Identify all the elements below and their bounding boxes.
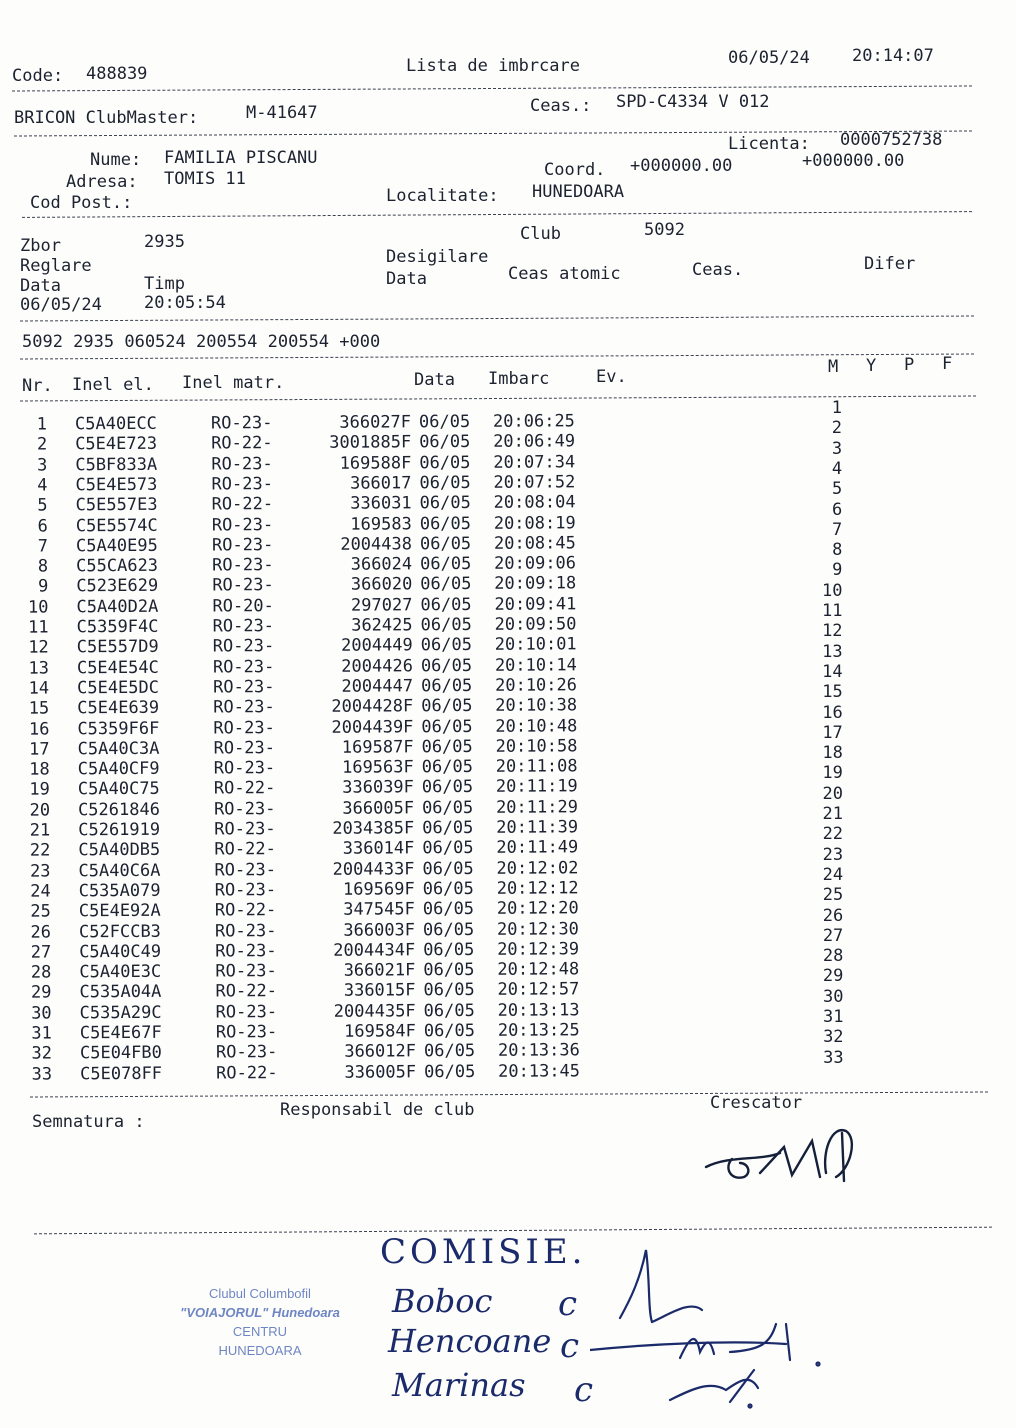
row-time: 20:12:20	[496, 898, 579, 919]
m-value: 30	[822, 986, 844, 1007]
row-inel-matr: RO-23-	[213, 737, 276, 759]
row-date: 06/05	[419, 493, 471, 514]
row-time: 20:07:34	[493, 451, 576, 473]
row-inel-el: C5E04FB0	[79, 1043, 162, 1064]
clubmaster-value: M-41647	[246, 103, 318, 123]
row-ring-number: 336005F	[344, 1061, 417, 1083]
codpost-label: Cod Post.:	[30, 193, 133, 213]
reglare-data-label: Data	[20, 276, 61, 296]
ceas-atomic-label: Ceas atomic	[508, 264, 621, 284]
col-inel-el: Inel el.	[72, 375, 154, 395]
m-value: 22	[822, 824, 844, 845]
row-ring-number: 347545F	[343, 899, 415, 920]
row-ring-number: 366024	[350, 554, 413, 575]
m-value: 4	[831, 458, 843, 479]
responsabil-label: Responsabil de club	[280, 1100, 475, 1120]
row-inel-matr: RO-22-	[215, 981, 277, 1002]
row-nr: 10	[27, 597, 49, 618]
m-value: 7	[832, 519, 843, 540]
handwritten-comisie: COMISIE.	[380, 1232, 587, 1272]
row-time: 20:09:41	[494, 593, 577, 615]
row-date: 06/05	[419, 432, 471, 453]
row-inel-matr: RO-23-	[214, 920, 277, 941]
row-time: 20:13:25	[497, 1020, 580, 1041]
m-value: 29	[822, 966, 844, 987]
row-time: 20:10:58	[495, 736, 578, 757]
handwritten-initial-3: c	[574, 1370, 594, 1410]
row-inel-el: C5E4E5DC	[77, 677, 160, 699]
code-label: Code:	[12, 66, 64, 86]
ceas-col-label: Ceas.	[692, 260, 744, 280]
row-inel-matr: RO-23-	[212, 555, 274, 576]
row-ring-number: 366020	[350, 574, 413, 596]
row-ring-number: 366021F	[343, 960, 416, 981]
desigilare-data-label: Data	[386, 269, 427, 289]
row-ring-number: 169569F	[342, 879, 415, 900]
row-date: 06/05	[422, 878, 474, 900]
row-nr: 2	[36, 434, 48, 455]
row-inel-matr: RO-23-	[214, 879, 277, 901]
row-inel-el: C5E078FF	[80, 1063, 163, 1084]
row-date: 06/05	[422, 899, 475, 920]
row-ring-number: 169583	[350, 513, 412, 535]
row-inel-matr: RO-23-	[210, 413, 273, 434]
row-date: 06/05	[424, 1061, 476, 1082]
stamp-line-2: "VOIAJORUL" Hunedoara	[180, 1305, 340, 1320]
row-inel-matr: RO-23-	[213, 697, 275, 718]
m-value: 5	[831, 479, 843, 500]
club-stamp	[160, 1284, 360, 1360]
row-ring-number: 2004439F	[331, 716, 414, 738]
row-date: 06/05	[420, 594, 472, 615]
m-value: 33	[823, 1047, 844, 1068]
m-value: 20	[822, 783, 843, 804]
row-date: 06/05	[422, 858, 474, 879]
nume-value: FAMILIA PISCANU	[164, 148, 318, 168]
separator	[14, 130, 972, 136]
row-inel-el: C5E5574C	[75, 515, 158, 536]
localitate-value: HUNEDOARA	[532, 182, 625, 202]
row-date: 06/05	[419, 452, 471, 473]
row-inel-el: C5261846	[77, 799, 160, 820]
row-time: 20:08:04	[493, 492, 576, 513]
row-inel-matr: RO-23-	[212, 636, 275, 657]
row-time: 20:12:57	[497, 979, 580, 1001]
row-date: 06/05	[421, 696, 473, 717]
row-inel-el: C5E4E67F	[79, 1022, 162, 1044]
m-value: 25	[822, 885, 844, 906]
clubmaster-label: BRICON ClubMaster:	[14, 108, 199, 128]
row-ring-number: 2004434F	[333, 940, 416, 961]
col-f: F	[942, 354, 953, 374]
row-ring-number: 2034385F	[332, 818, 415, 839]
row-time: 20:10:01	[494, 634, 577, 656]
m-value: 9	[832, 560, 843, 581]
row-nr: 13	[28, 658, 49, 679]
row-nr: 21	[29, 820, 51, 841]
row-time: 20:12:12	[496, 878, 579, 899]
col-inel-matr: Inel matr.	[182, 373, 285, 393]
row-time: 20:12:02	[496, 857, 579, 879]
row-inel-el: C5E4E573	[75, 474, 158, 496]
m-value: 12	[822, 621, 843, 642]
row-nr: 28	[30, 962, 52, 983]
club-label: Club	[520, 224, 561, 244]
row-ring-number: 362425	[351, 615, 413, 636]
row-date: 06/05	[423, 939, 475, 961]
row-date: 06/05	[423, 1000, 475, 1021]
row-inel-el: C5E557E3	[75, 494, 158, 516]
handwritten-name-1: Boboc	[392, 1282, 493, 1320]
row-nr: 6	[37, 515, 48, 537]
row-date: 06/05	[421, 675, 473, 697]
row-inel-el: C5A40ECC	[74, 413, 157, 435]
row-time: 20:13:36	[497, 1040, 580, 1062]
row-date: 06/05	[421, 716, 473, 737]
semnatura-label: Semnatura :	[32, 1112, 145, 1132]
row-nr: 22	[29, 840, 51, 861]
m-value: 27	[822, 925, 844, 946]
row-ring-number: 2004433F	[332, 858, 415, 880]
row-date: 06/05	[420, 553, 472, 575]
row-inel-matr: RO-22-	[211, 433, 273, 454]
row-inel-matr: RO-23-	[211, 453, 273, 475]
row-time: 20:11:19	[495, 776, 578, 798]
row-nr: 29	[30, 982, 52, 1003]
row-inel-matr: RO-22-	[216, 1062, 278, 1084]
row-date: 06/05	[419, 472, 471, 494]
separator	[20, 316, 974, 322]
row-time: 20:11:49	[496, 837, 579, 859]
commission-signatures	[590, 1240, 840, 1420]
row-date: 06/05	[421, 756, 473, 778]
row-inel-el: C523E629	[76, 576, 159, 597]
row-inel-matr: RO-22-	[213, 778, 276, 799]
zbor-label: Zbor	[20, 236, 61, 256]
row-inel-matr: RO-20-	[212, 595, 274, 617]
reglare-time: 20:05:54	[144, 293, 226, 313]
coord-value-2: +000000.00	[802, 151, 905, 171]
timp-label: Timp	[144, 274, 185, 294]
row-inel-matr: RO-23-	[215, 1001, 278, 1023]
row-nr: 3	[37, 455, 48, 476]
row-nr: 12	[28, 637, 49, 658]
row-date: 06/05	[421, 736, 473, 758]
row-inel-matr: RO-23-	[213, 798, 276, 820]
row-ring-number: 2004428F	[331, 696, 414, 717]
row-ring-number: 297027	[350, 594, 413, 616]
stamp-line-3: CENTRU	[232, 1324, 288, 1339]
m-value: 19	[822, 763, 843, 784]
row-inel-el: C5A40C3A	[77, 738, 160, 760]
row-time: 20:09:06	[494, 553, 577, 574]
row-time: 20:11:29	[495, 796, 578, 818]
row-inel-el: C5A40CF9	[77, 758, 160, 780]
row-inel-matr: RO-23-	[215, 1022, 278, 1043]
row-time: 20:11:08	[495, 756, 578, 777]
row-date: 06/05	[418, 411, 471, 433]
row-inel-matr: RO-23-	[211, 473, 273, 495]
row-nr: 33	[31, 1064, 53, 1085]
row-nr: 24	[30, 881, 51, 902]
difer-label: Difer	[864, 254, 916, 274]
m-value: 18	[822, 743, 843, 764]
row-inel-el: C5A40C49	[79, 941, 162, 963]
row-ring-number: 2004447	[341, 676, 414, 697]
document-title: Lista de imbrcare	[406, 56, 580, 76]
row-time: 20:08:19	[493, 512, 576, 534]
m-value: 17	[822, 722, 843, 743]
row-inel-el: C5E4E639	[77, 697, 160, 719]
m-value: 13	[822, 641, 843, 662]
separator	[12, 85, 972, 91]
handwritten-name-3: Marinas	[392, 1366, 526, 1404]
row-date: 06/05	[419, 513, 472, 534]
row-date: 06/05	[419, 533, 472, 555]
m-value: 10	[821, 580, 843, 601]
row-ring-number: 336015F	[343, 980, 416, 1002]
row-inel-matr: RO-22-	[214, 900, 277, 921]
row-ring-number: 2004426	[341, 655, 413, 677]
col-ev: Ev.	[596, 367, 627, 387]
row-time: 20:12:48	[497, 959, 580, 980]
row-date: 06/05	[420, 635, 473, 656]
row-date: 06/05	[420, 614, 472, 636]
row-ring-number: 2004449	[341, 635, 413, 656]
row-ring-number: 336014F	[342, 838, 415, 859]
row-ring-number: 366017	[349, 473, 412, 494]
row-inel-el: C5A40D2A	[76, 596, 159, 617]
m-value: 21	[822, 804, 843, 824]
m-value: 23	[822, 844, 844, 865]
row-inel-el: C5A40E3C	[79, 961, 162, 983]
row-inel-matr: RO-22-	[214, 839, 276, 860]
row-inel-el: C52FCCB3	[78, 921, 161, 942]
row-nr: 30	[31, 1003, 52, 1024]
row-inel-el: C5A40DB5	[78, 840, 161, 861]
row-nr: 7	[37, 536, 49, 557]
row-time: 20:13:13	[497, 999, 580, 1021]
coord-label: Coord.	[544, 160, 606, 180]
row-nr: 20	[29, 800, 51, 821]
licenta-label: Licenta:	[728, 134, 810, 154]
m-value: 1	[831, 398, 842, 418]
row-nr: 4	[37, 475, 48, 496]
row-inel-matr: RO-23-	[214, 859, 277, 881]
row-ring-number: 3001885F	[329, 432, 412, 454]
m-value: 6	[832, 499, 843, 520]
row-nr: 9	[37, 576, 49, 597]
row-ring-number: 336031	[350, 493, 412, 514]
row-ring-number: 169584F	[344, 1021, 416, 1042]
row-time: 20:10:48	[495, 715, 578, 737]
row-ring-number: 2004435F	[333, 1000, 416, 1022]
row-inel-matr: RO-22-	[211, 494, 274, 515]
row-nr: 26	[30, 921, 52, 943]
ceas-label: Ceas.:	[530, 96, 592, 116]
row-inel-el: C535A29C	[79, 1002, 162, 1023]
m-value: 28	[822, 946, 844, 967]
row-inel-el: C5E4E92A	[78, 900, 161, 922]
row-time: 20:09:18	[494, 573, 577, 595]
row-nr: 19	[29, 779, 50, 800]
print-time: 20:14:07	[852, 46, 934, 66]
col-imbarc: Imbarc	[488, 369, 550, 389]
stamp-line-1: Clubul Columbofil	[209, 1286, 311, 1301]
row-inel-matr: RO-23-	[213, 676, 275, 698]
adresa-value: TOMIS 11	[164, 169, 246, 189]
row-inel-matr: RO-23-	[211, 534, 274, 556]
m-value: 2	[831, 418, 843, 439]
row-time: 20:09:50	[494, 614, 577, 635]
row-ring-number: 336039F	[342, 777, 414, 799]
row-inel-matr: RO-23-	[213, 717, 275, 738]
desigilare-label: Desigilare	[386, 247, 489, 267]
col-p: P	[904, 355, 915, 375]
print-date: 06/05/24	[728, 48, 810, 68]
m-value: 24	[822, 864, 844, 885]
row-time: 20:10:38	[495, 695, 578, 716]
row-nr: 16	[28, 718, 50, 740]
row-date: 06/05	[421, 797, 474, 818]
nume-label: Nume:	[90, 150, 142, 170]
col-nr: Nr.	[22, 376, 53, 396]
row-ring-number: 169588F	[339, 452, 412, 474]
row-time: 20:12:30	[496, 918, 579, 940]
m-value: 16	[822, 702, 843, 723]
row-time: 20:06:49	[493, 431, 576, 453]
row-time: 20:10:14	[494, 654, 577, 676]
row-date: 06/05	[423, 1020, 476, 1042]
row-inel-el: C535A04A	[79, 982, 162, 1003]
stamp-line-4: HUNEDOARA	[218, 1343, 302, 1358]
row-nr: 11	[28, 617, 49, 638]
row-date: 06/05	[423, 1041, 476, 1062]
localitate-label: Localitate:	[386, 186, 499, 206]
row-ring-number: 366012F	[344, 1041, 417, 1062]
row-date: 06/05	[420, 655, 473, 676]
row-date: 06/05	[422, 919, 475, 940]
code-value: 488839	[86, 64, 148, 84]
col-m: M	[828, 357, 839, 377]
m-value: 15	[822, 682, 843, 703]
m-value: 11	[822, 601, 843, 621]
m-value: 14	[822, 661, 843, 682]
row-time: 20:10:26	[495, 675, 578, 696]
row-nr: 17	[29, 739, 50, 760]
row-ring-number: 366003F	[343, 919, 416, 941]
row-inel-matr: RO-23-	[211, 514, 274, 535]
row-inel-el: C5E4E723	[75, 434, 158, 455]
row-nr: 27	[30, 942, 52, 963]
row-nr: 18	[29, 759, 50, 780]
row-time: 20:07:52	[493, 472, 576, 493]
row-date: 06/05	[423, 959, 475, 981]
separator	[22, 211, 972, 218]
crescator-label: Crescator	[710, 1093, 803, 1113]
row-inel-matr: RO-23-	[212, 575, 274, 596]
row-ring-number: 366027F	[339, 412, 412, 433]
row-nr: 32	[31, 1043, 53, 1064]
row-nr: 31	[31, 1023, 52, 1044]
row-inel-matr: RO-23-	[215, 961, 277, 982]
row-date: 06/05	[420, 574, 472, 595]
row-time: 20:08:45	[493, 533, 576, 554]
row-inel-matr: RO-23-	[215, 1042, 278, 1063]
row-inel-el: C5A40E95	[75, 535, 158, 557]
row-inel-el: C5359F6F	[77, 718, 160, 739]
row-inel-el: C5A40C75	[77, 779, 160, 800]
m-value: 32	[823, 1027, 844, 1048]
row-nr: 15	[28, 698, 50, 719]
row-date: 06/05	[422, 817, 474, 839]
row-nr: 23	[29, 861, 51, 882]
m-value: 31	[823, 1007, 844, 1027]
row-inel-matr: RO-23-	[215, 940, 277, 962]
adresa-label: Adresa:	[66, 172, 138, 192]
coord-value-1: +000000.00	[630, 156, 733, 176]
separator	[30, 1091, 988, 1097]
reglare-date: 06/05/24	[20, 295, 102, 315]
handwritten-initial-2: c	[560, 1326, 580, 1366]
zbor-value: 2935	[144, 232, 185, 252]
row-date: 06/05	[421, 777, 474, 798]
row-nr: 25	[30, 901, 51, 922]
m-value: 26	[822, 905, 844, 926]
row-inel-matr: RO-23-	[213, 758, 276, 779]
row-time: 20:12:39	[497, 939, 580, 960]
row-nr: 8	[37, 556, 49, 577]
row-inel-el: C55CA623	[76, 555, 159, 577]
row-ring-number: 366005F	[342, 797, 415, 819]
handwritten-name-2: Hencoane	[388, 1322, 552, 1360]
handwritten-initial-1: c	[558, 1284, 578, 1324]
row-inel-el: C5261919	[78, 819, 161, 841]
row-inel-el: C5A40C6A	[78, 860, 161, 881]
club-value: 5092	[644, 220, 685, 240]
row-inel-el: C5E4E54C	[76, 657, 159, 678]
row-inel-el: C5E557D9	[76, 637, 159, 658]
row-nr: 5	[37, 495, 48, 516]
ceas-value: SPD-C4334 V 012	[616, 92, 770, 112]
row-ring-number: 169563F	[342, 757, 414, 778]
row-inel-matr: RO-23-	[212, 656, 275, 678]
row-time: 20:13:45	[498, 1060, 581, 1082]
row-date: 06/05	[422, 838, 474, 859]
row-inel-matr: RO-23-	[212, 616, 275, 637]
row-time: 20:06:25	[492, 411, 575, 432]
row-ring-number: 169587F	[341, 737, 414, 758]
licenta-value: 0000752738	[840, 130, 943, 150]
row-ring-number: 2004438	[340, 534, 413, 555]
row-nr: 14	[28, 678, 50, 699]
col-data: Data	[414, 370, 455, 390]
m-value: 3	[831, 438, 843, 459]
summary-line: 5092 2935 060524 200554 200554 +000	[22, 332, 381, 352]
row-nr: 1	[36, 414, 48, 435]
row-inel-el: C5BF833A	[75, 454, 158, 475]
col-y: Y	[866, 356, 877, 376]
row-inel-el: C535A079	[78, 880, 161, 902]
m-value: 8	[832, 540, 843, 561]
row-date: 06/05	[423, 980, 475, 1001]
row-inel-el: C5359F4C	[76, 616, 159, 638]
row-time: 20:11:39	[496, 817, 579, 838]
row-inel-matr: RO-23-	[214, 819, 276, 840]
crescator-signature	[700, 1115, 870, 1195]
reglare-label: Reglare	[20, 256, 92, 276]
